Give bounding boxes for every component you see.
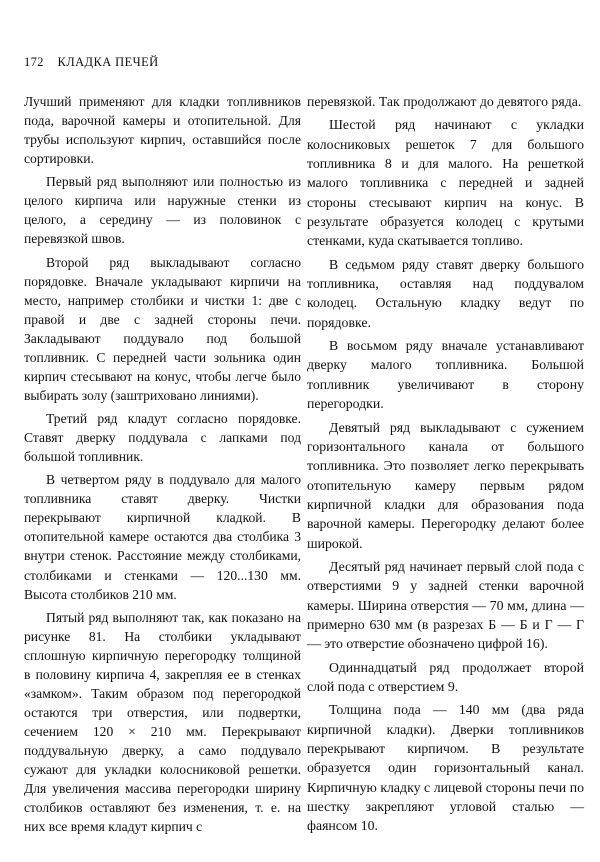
paragraph: перевязкой. Так продолжают до девятого ряда. <box>307 94 582 109</box>
paragraph: Девятый ряд выкладывают с сужением горизонтального канала от большого топливника. Это позволяет легко перекрывать отопительную камеру первым рядом кирпичной кладки для образования пода варочной камеры. Перегородку делают более широкой. <box>307 419 584 551</box>
left-text-column <box>24 92 301 840</box>
right-text-column <box>307 92 584 840</box>
paragraph: Одиннадцатый ряд продолжает второй слой пода с отверстием 9. <box>307 659 584 694</box>
paragraph: Третий ряд кладут согласно порядовке. Ставят дверку поддувала с лапками под большой топливник. <box>24 411 301 465</box>
paragraph: Пятый ряд выполняют так, как показано на рисунке 81. На столбики укладывают сплошную кирпичную перегородку толщиной в половину кирпича 4, закрепляя ее в стенках «замком». Таким образом под перегородкой остаются три отверстия, или подвертки, сечением 120 × 210 мм. Перекрывают поддувальную дверку, а само поддувало сужают для укладки колосниковой решетки. Для увеличения массива перегородки ширину столбиков оставляют без изменения, т. е. на них все время кладут кирпич с <box>24 609 301 835</box>
paragraph: Лучший применяют для кладки топливников пода, варочной камеры и отопительной. Для трубы используют кирпич, оставшийся после сортировки. <box>24 94 301 167</box>
paragraph: В восьмом ряду вначале устанавливают дверку малого топливника. Большой топливник увеличивают в сторону перегородки. <box>307 338 584 412</box>
paragraph: Шестой ряд начинают с укладки колосниковых решеток 7 для большого топливника 8 и для малого. На решеткой малого топливника с передней и задней стороны стесывают кирпич на конус. В результате образуется колодец с крутыми стенками, куда скатывается топливо. <box>307 117 584 249</box>
paragraph: Первый ряд выполняют или полностью из целого кирпича или наружные стенки из целого, а середину — из половинок с перевязкой швов. <box>24 174 301 247</box>
page-number: 172 <box>24 55 44 69</box>
paragraph: Толщина пода — 140 мм (два ряда кирпичной кладки). Дверки топливников перекрывают кирпичом. В результате образуется один горизонтальный канал. Кирпичную кладку с лицевой стороны печи по шестку закрепляют угловой сталью — фаянсом 10. <box>307 702 584 834</box>
running-header <box>24 54 576 70</box>
paragraph: Десятый ряд начинает первый слой пода с отверстиями 9 у задней стенки варочной камеры. Ширина отверстия — 70 мм, длина — примерно 630 мм (в разрезах Б — Б и Г — Г — это отверстие обозначено цифрой 16). <box>307 558 584 652</box>
paragraph: В четвертом ряду в поддувало для малого топливника ставят дверку. Чистки перекрывают кирпичной кладкой. В отопительной камере остаются два столбика 3 внутри стенок. Расстояние между столбиками, столбиками и стенками — 120...130 мм. Высота столбиков 210 мм. <box>24 472 301 602</box>
paragraph: Второй ряд выкладывают согласно порядовке. Вначале укладывают кирпичи на место, например столбики и чистки 1: две с правой и две с задней стороны печи. Закладывают поддувало под большой топливник. С передней части зольника один кирпич стесывают на конус, чтобы легче было выбирать золу (заштриховано линиями). <box>24 254 301 403</box>
paragraph: В седьмом ряду ставят дверку большого топливника, оставляя над поддувалом колодец. Остальную кладку ведут по порядовке. <box>307 256 584 330</box>
running-title: КЛАДКА ПЕЧЕЙ <box>57 55 159 69</box>
